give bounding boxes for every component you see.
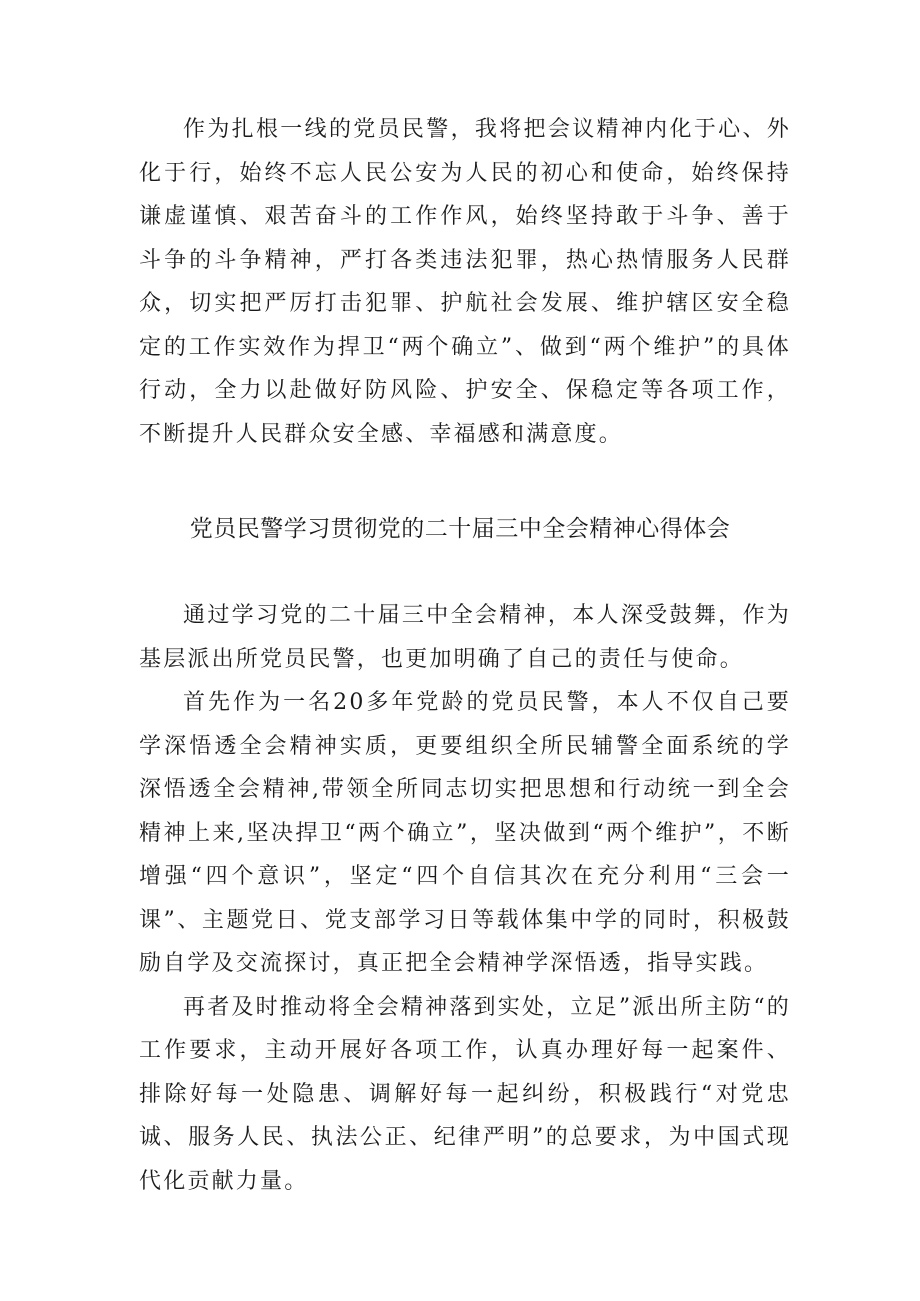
article-title: 党员民警学习贯彻党的二十届三中全会精神心得体会 (189, 516, 731, 542)
paragraph: 再者及时推动将全会精神落到实处，立足”派出所主防“的工作要求，主动开展好各项工作，认真办理好每一起案件、排除好每一处隐患、调解好每一起纠纷，积极践行“对党忠诚、服务人民、执法公正、纪律严明”的总要求，为中国式现代化贡献力量。 (139, 994, 791, 1194)
paragraph: 通过学习党的二十届三中全会精神，本人深受鼓舞，作为基层派出所党员民警，也更加明确了自己的责任与使命。 (139, 603, 791, 672)
section-2-body (139, 594, 791, 1203)
paragraph: 首先作为一名20多年党龄的党员民警，本人不仅自己要学深悟透全会精神实质，更要组织全所民辅警全面系统的学深悟透全会精神,带领全所同志切实把思想和行动统一到全会精神上来,坚决捍卫“两个确立”，坚决做到“两个维护”，不断增强“四个意识”，坚定“四个自信其次在充分利用“三会一课”、主题党日、党支部学习日等载体集中学的同时，积极鼓励自学及交流探讨，真正把全会精神学深悟透，指导实践。 (139, 690, 791, 976)
paragraph: 作为扎根一线的党员民警，我将把会议精神内化于心、外化于行，始终不忘人民公安为人民的初心和使命，始终保持谦虚谨慎、艰苦奋斗的工作作风，始终坚持敢于斗争、善于斗争的斗争精神，严打各类违法犯罪，热心热情服务人民群众，切实把严厉打击犯罪、护航社会发展、维护辖区安全稳定的工作实效作为捍卫“两个确立”、做到“两个维护”的具体行动，全力以赴做好防风险、护安全、保稳定等各项工作，不断提升人民群众安全感、幸福感和满意度。 (139, 117, 791, 447)
section-1-body (139, 108, 791, 456)
